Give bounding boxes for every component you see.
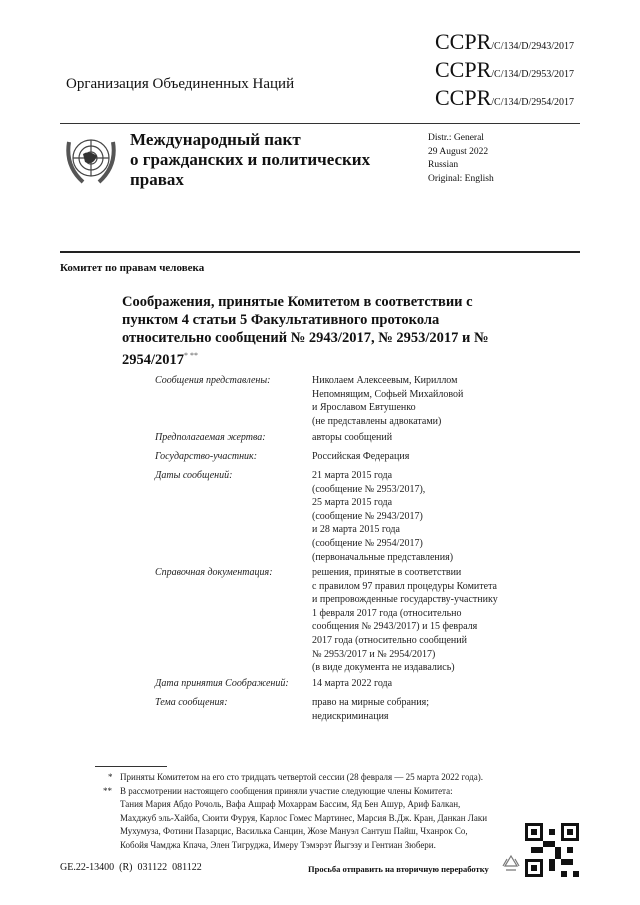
row-label: Даты сообщений: — [155, 470, 233, 481]
row-value: 14 марта 2022 года — [312, 678, 393, 689]
row-label: Государство-участник: — [155, 451, 258, 462]
header-rule — [60, 123, 580, 124]
symbol-1: CCPR/C/134/D/2943/2017 — [435, 29, 575, 54]
row-label: Дата принятия Соображений: — [155, 678, 289, 689]
distr: Distr.: General — [428, 133, 484, 143]
document-symbols — [435, 30, 574, 114]
distribution-block — [428, 132, 494, 186]
symbol-3: CCPR/C/134/D/2954/2017 — [435, 85, 575, 110]
footnote-text: В рассмотрении настоящего сообщения приняли участие следующие члены Комитета: Тания Мария Абдо Рочоль, Вафа Ашраф Мохаррам Бассим, Яд Бен Ашур, Ариф Балкан, Махджуб эль-Хайба, Сюити Фуруя, Карлос Гомес Мартинес, Марсия В.Дж. Кран, Данкан Лаки Мухумуза, Фотини Пазарцис, Василька Санцин, Жозе Мануэл Сантуш Пайш, Чханрок Со, Кобойя Чамджа Кпача, Элен Тигруджа, Имеру Тэмэрэт Йыгэзу и Гентиан Зюбери. — [120, 786, 488, 850]
language: Russian — [428, 160, 459, 170]
footnote-mark: ** — [103, 786, 112, 796]
footnote-rule — [95, 766, 167, 767]
footnote-mark: * — [108, 772, 113, 782]
original-language: Original: English — [428, 173, 494, 184]
row-value: право на мирные собрания; недискриминация — [312, 697, 429, 722]
recycle-text: Просьба отправить на вторичную переработку — [308, 864, 489, 874]
recycle-icon — [500, 853, 522, 875]
document-title: Соображения, принятые Комитетом в соответствии с пунктом 4 статьи 5 Факультативного протокола относительно сообщений № 2943/2017, № 2953/2017 и № 2954/2017* ** — [122, 294, 489, 368]
qr-code-icon — [525, 823, 579, 877]
symbol-2: CCPR/C/134/D/2953/2017 — [435, 57, 575, 82]
un-emblem-icon — [63, 130, 119, 192]
footnote-text: Приняты Комитетом на его сто тридцать четвертой сессии (28 февраля — 25 марта 2022 года). — [120, 772, 484, 782]
title-footnote-marks: * ** — [184, 351, 199, 360]
row-value: авторы сообщений — [312, 432, 393, 443]
body-title: Международный пакт о гражданских и политических правах — [130, 130, 371, 189]
row-label: Тема сообщения: — [155, 697, 228, 708]
committee-name: Комитет по правам человека — [60, 262, 205, 274]
row-value: решения, принятые в соответствии с правилом 97 правил процедуры Комитета и препровожденные государству-участнику 1 февраля 2017 года (относительно сообщения № 2943/2017) и 15 февраля 2017 года (относительно сообщений № 2953/2017 и № 2954/2017) (в виде документа не издавались) — [312, 567, 498, 674]
row-label: Справочная документация: — [155, 567, 273, 578]
thick-rule — [60, 251, 580, 253]
row-value: Николаем Алексеевым, Кириллом Непомнящим, Софьей Михайловой и Ярославом Евтушенко (не представлены адвокатами) — [312, 375, 464, 427]
row-value: 21 марта 2015 года (сообщение № 2953/2017), 25 марта 2015 года (сообщение № 2943/2017) и 28 марта 2015 года (сообщение № 2954/2017) (первоначальные представления) — [312, 470, 454, 563]
org-name: Организация Объединенных Наций — [66, 76, 295, 92]
row-label: Предполагаемая жертва: — [155, 432, 266, 443]
row-label: Сообщения представлены: — [155, 375, 271, 386]
date: 29 August 2022 — [428, 146, 489, 157]
row-value: Российская Федерация — [312, 451, 410, 462]
job-number: GE.22-13400 (R) 031122 081122 — [60, 862, 202, 873]
